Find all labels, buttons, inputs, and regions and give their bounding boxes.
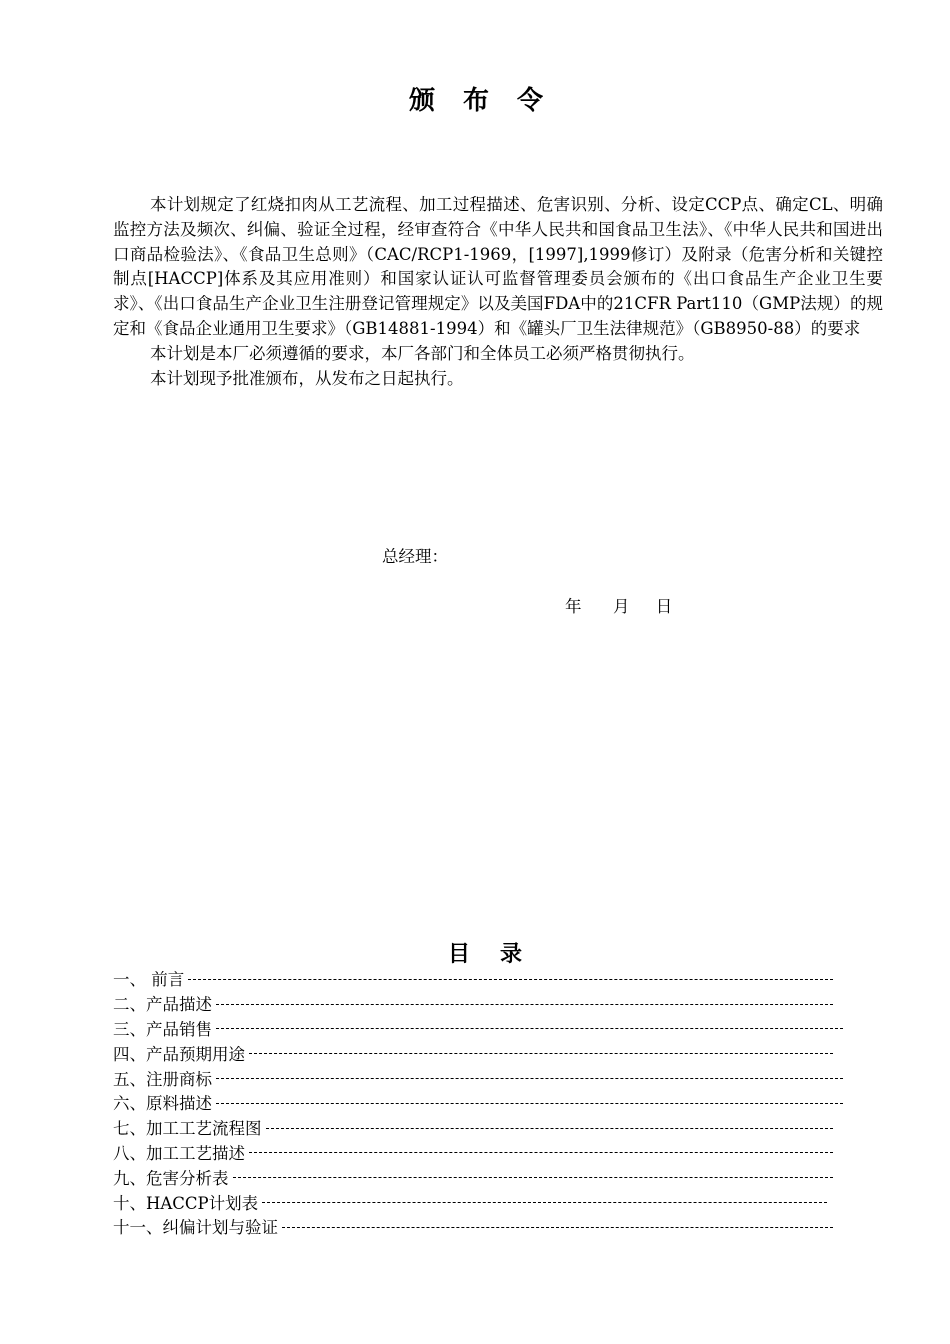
toc-item-label: 三、产品销售 [113, 1019, 212, 1039]
toc-item[interactable] [113, 1140, 843, 1165]
toc-item[interactable] [113, 1214, 843, 1239]
toc-item[interactable] [113, 966, 843, 991]
toc-item-label: 六、原料描述 [113, 1094, 212, 1114]
toc-title: 目录 [447, 942, 552, 967]
decree-paragraph: 本计划规定了红烧扣肉从工艺流程、加工过程描述、危害识别、分析、设定CCP点、确定CL、明确监控方法及频次、纠偏、验证全过程，经审查符合《中华人民共和国食品卫生法》、《中华人民共和国进出口商品检验法》、《食品卫生总则》（CAC/RCP1-1969，[1997],1999修订）及附录（危害分析和关键控制点[HACCP]体系及其应用准则）和国家认证认可监督管理委员会颁布的《出口食品生产企业卫生要求》、《出口食品生产企业卫生注册登记管理规定》以及美国FDA中的21CFR Part110（GMP法规）的规定和《食品企业通用卫生要求》（GB14881-1994）和《罐头厂卫生法律规范》（GB8950-88）的要求 [113, 195, 883, 338]
toc-item[interactable] [113, 1090, 843, 1115]
toc-leader [188, 979, 833, 980]
toc-leader [216, 1028, 843, 1029]
toc-leader [216, 1078, 843, 1079]
toc-leader [249, 1053, 833, 1054]
decree-body [113, 193, 883, 391]
toc-leader [282, 1227, 833, 1228]
toc-item[interactable] [113, 1115, 843, 1140]
toc-item-label: 七、加工工艺流程图 [113, 1119, 262, 1139]
toc-item[interactable] [113, 1065, 843, 1090]
toc-item[interactable] [113, 1189, 843, 1214]
decree-paragraph: 本计划是本厂必须遵循的要求，本厂各部门和全体员工必须严格贯彻执行。 [150, 343, 695, 363]
decree-title: 颁布令 [408, 86, 571, 116]
toc-item-label: 一、 前言 [113, 970, 185, 990]
toc-item-label: 九、危害分析表 [113, 1168, 229, 1188]
toc-item[interactable] [113, 1164, 843, 1189]
toc-item-label: 八、加工工艺描述 [113, 1143, 245, 1163]
decree-paragraph: 本计划现予批准颁布，从发布之日起执行。 [150, 368, 464, 388]
general-manager-label: 总经理： [382, 547, 448, 566]
date-line: 年 月 日 [565, 597, 673, 616]
toc-item[interactable] [113, 1016, 843, 1041]
toc-leader [249, 1152, 833, 1153]
toc-item[interactable] [113, 1040, 843, 1065]
toc-item-label: 四、产品预期用途 [113, 1044, 245, 1064]
toc-leader [216, 1103, 843, 1104]
toc-leader [233, 1177, 834, 1178]
toc-leader [262, 1202, 827, 1203]
toc-item-label: 二、产品描述 [113, 995, 212, 1015]
toc-item-label: 五、注册商标 [113, 1069, 212, 1089]
toc-item[interactable] [113, 991, 843, 1016]
toc-leader [266, 1128, 834, 1129]
table-of-contents [113, 966, 843, 1239]
toc-item-label: 十、HACCP计划表 [113, 1193, 259, 1213]
toc-item-label: 十一、纠偏计划与验证 [113, 1218, 278, 1238]
toc-leader [216, 1004, 833, 1005]
